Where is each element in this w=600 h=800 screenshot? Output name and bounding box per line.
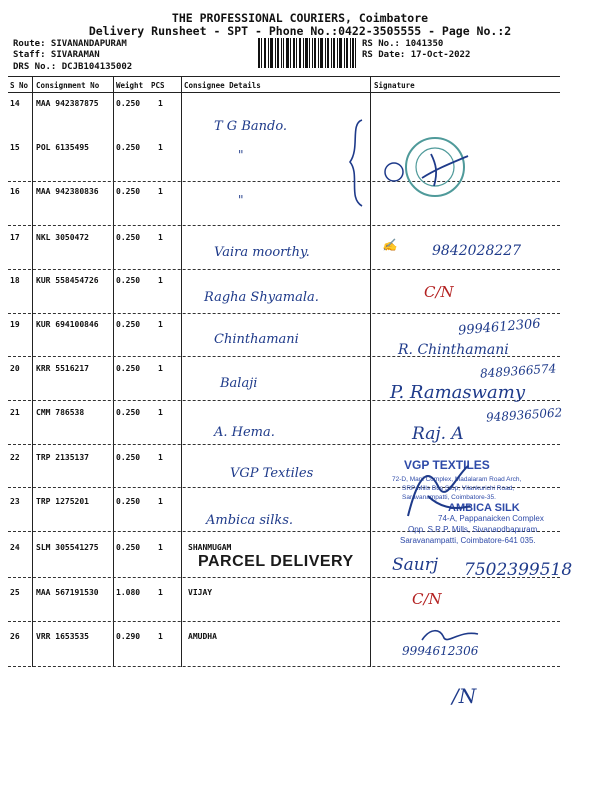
stamp-ambica-name: AMBICA SILK bbox=[448, 502, 520, 514]
header-signature: Signature bbox=[374, 81, 415, 90]
hw-footer-mark: /N bbox=[452, 684, 477, 708]
row-weight: 0.250 bbox=[116, 408, 141, 417]
row-pcs: 1 bbox=[158, 453, 163, 462]
row-sno: 16 bbox=[10, 187, 20, 196]
col-divider bbox=[181, 77, 182, 667]
row-pcs: 1 bbox=[158, 632, 163, 641]
table-header-border bbox=[8, 92, 560, 93]
row-separator bbox=[8, 225, 560, 226]
row-weight: 0.250 bbox=[116, 453, 141, 462]
row-pcs: 1 bbox=[158, 408, 163, 417]
row-pcs: 1 bbox=[158, 320, 163, 329]
hw-phone-r17: 9842028227 bbox=[432, 243, 522, 259]
staff-label: Staff: SIVARAMAN bbox=[13, 50, 100, 60]
row-pcs: 1 bbox=[158, 364, 163, 373]
hw-consignee-r23: Ambica silks. bbox=[206, 513, 294, 528]
stamp-ambica-line: Saravanampatti, Coimbatore-641 035. bbox=[400, 536, 536, 545]
row-weight: 0.250 bbox=[116, 99, 141, 108]
row-weight: 0.250 bbox=[116, 364, 141, 373]
header-consignee: Consignee Details bbox=[184, 81, 261, 90]
hw-cn-r18: C/N bbox=[424, 283, 454, 301]
row-sno: 15 bbox=[10, 143, 20, 152]
row-sno: 26 bbox=[10, 632, 20, 641]
row-consignment: CMM 786538 bbox=[36, 408, 85, 417]
table-top-border bbox=[8, 76, 560, 77]
row-consignment: MAA 942380836 bbox=[36, 187, 99, 196]
hw-consignee-r22: VGP Textiles bbox=[230, 466, 314, 481]
brace-mark bbox=[342, 118, 368, 208]
rs-number: RS No.: 1041350 bbox=[362, 39, 444, 49]
row-consignment: SLM 305541275 bbox=[36, 543, 99, 552]
hw-signature-r21: Raj. A bbox=[412, 424, 464, 444]
row-consignment: TRP 1275201 bbox=[36, 497, 89, 506]
col-divider bbox=[370, 77, 371, 667]
signature-mark bbox=[420, 626, 480, 646]
row-separator bbox=[8, 313, 560, 314]
hw-consignee-r19: Chinthamani bbox=[214, 332, 299, 347]
row-pcs: 1 bbox=[158, 276, 163, 285]
row-consignment: TRP 2135137 bbox=[36, 453, 89, 462]
row-weight: 0.250 bbox=[116, 143, 141, 152]
row-pcs: 1 bbox=[158, 497, 163, 506]
rs-date: RS Date: 17-Oct-2022 bbox=[362, 50, 471, 60]
row-sno: 19 bbox=[10, 320, 20, 329]
stamp-vgp-line: SRP Mills Bus Stop, Vilankurichi Road, bbox=[402, 485, 515, 492]
hw-cn-r25: C/N bbox=[412, 590, 442, 608]
row-weight: 0.290 bbox=[116, 632, 141, 641]
header-pcs: PCS bbox=[151, 81, 165, 90]
row-consignment: VRR 1653535 bbox=[36, 632, 89, 641]
row-consignee: SHANMUGAM bbox=[188, 543, 232, 552]
row-separator bbox=[8, 181, 560, 182]
row-pcs: 1 bbox=[158, 99, 163, 108]
header-sno: S No bbox=[10, 81, 29, 90]
hw-consignee-r17: Vaira moorthy. bbox=[214, 245, 310, 260]
row-consignment: POL 6135495 bbox=[36, 143, 89, 152]
hw-signature-r17: ✍ bbox=[382, 238, 397, 252]
header-weight: Weight bbox=[116, 81, 144, 90]
row-consignment: NKL 3050472 bbox=[36, 233, 89, 242]
row-pcs: 1 bbox=[158, 233, 163, 242]
hw-consignee-r21: A. Hema. bbox=[214, 425, 275, 440]
signature-mark bbox=[376, 150, 476, 190]
col-divider bbox=[32, 77, 33, 667]
drs-number: DRS No.: DCJB104135002 bbox=[13, 62, 133, 72]
signature-scribble bbox=[398, 456, 478, 526]
row-sno: 22 bbox=[10, 453, 20, 462]
row-consignment: MAA 567191530 bbox=[36, 588, 99, 597]
row-sno: 23 bbox=[10, 497, 20, 506]
hw-signature-r20: P. Ramaswamy bbox=[390, 382, 526, 403]
stamp-vgp-line: Saravanampatti, Coimbatore-35. bbox=[402, 494, 496, 501]
row-pcs: 1 bbox=[158, 187, 163, 196]
runsheet-subtitle: Delivery Runsheet - SPT - Phone No.:0422-3505555 - Page No.:2 bbox=[88, 24, 512, 38]
hw-consignee-r14: T G Bando. bbox=[214, 119, 288, 134]
hw-phone-r24: 7502399518 bbox=[464, 560, 573, 580]
row-weight: 0.250 bbox=[116, 187, 141, 196]
row-weight: 0.250 bbox=[116, 233, 141, 242]
stamp-ambica-line: 74-A, Pappanaicken Complex bbox=[438, 514, 544, 523]
row-separator bbox=[8, 621, 560, 622]
row-consignee: VIJAY bbox=[188, 588, 213, 597]
row-sno: 14 bbox=[10, 99, 20, 108]
row-sno: 25 bbox=[10, 588, 20, 597]
row-sno: 20 bbox=[10, 364, 20, 373]
hw-consignee-r18: Ragha Shyamala. bbox=[204, 290, 319, 305]
company-title: THE PROFESSIONAL COURIERS, Coimbatore bbox=[171, 11, 429, 25]
hw-ditto-r15: " bbox=[238, 148, 244, 162]
header-consignment: Consignment No bbox=[36, 81, 100, 90]
row-weight: 1.080 bbox=[116, 588, 141, 597]
row-pcs: 1 bbox=[158, 543, 163, 552]
row-separator bbox=[8, 666, 560, 667]
row-pcs: 1 bbox=[158, 588, 163, 597]
hw-signature-r24: Saurj bbox=[392, 555, 439, 575]
hw-ditto-r16: " bbox=[238, 193, 244, 207]
hw-consignee-r20: Balaji bbox=[220, 376, 258, 391]
parcel-delivery-stamp: PARCEL DELIVERY bbox=[198, 553, 354, 570]
hw-phone-r21: 9489365062 bbox=[485, 405, 563, 425]
hw-phone-r20: 8489366574 bbox=[479, 361, 557, 381]
hw-phone-r19: 9994612306 bbox=[457, 316, 542, 339]
row-pcs: 1 bbox=[158, 143, 163, 152]
row-sno: 24 bbox=[10, 543, 20, 552]
row-separator bbox=[8, 269, 560, 270]
route-label: Route: SIVANANDAPURAM bbox=[13, 39, 127, 49]
row-weight: 0.250 bbox=[116, 320, 141, 329]
stamp-ambica-line: Opp. S.R.P. Mills, Sivanandhapuram bbox=[408, 525, 538, 534]
barcode bbox=[258, 38, 356, 68]
row-consignment: MAA 942387875 bbox=[36, 99, 99, 108]
stamp-vgp-name: VGP TEXTILES bbox=[404, 458, 490, 472]
hw-phone-r26: 9994612306 bbox=[402, 644, 479, 658]
row-consignee: AMUDHA bbox=[188, 632, 217, 641]
stamp-vgp-line: 72-D, Mani Complex, Madalaram Road Arch, bbox=[392, 476, 522, 483]
row-sno: 17 bbox=[10, 233, 20, 242]
row-consignment: KUR 694100846 bbox=[36, 320, 99, 329]
row-separator bbox=[8, 444, 560, 445]
row-consignment: KUR 558454726 bbox=[36, 276, 99, 285]
row-consignment: KRR 5516217 bbox=[36, 364, 89, 373]
row-weight: 0.250 bbox=[116, 543, 141, 552]
row-weight: 0.250 bbox=[116, 497, 141, 506]
row-sno: 18 bbox=[10, 276, 20, 285]
hw-signature-r19: R. Chinthamani bbox=[398, 342, 509, 358]
col-divider bbox=[113, 77, 114, 667]
row-sno: 21 bbox=[10, 408, 20, 417]
row-weight: 0.250 bbox=[116, 276, 141, 285]
